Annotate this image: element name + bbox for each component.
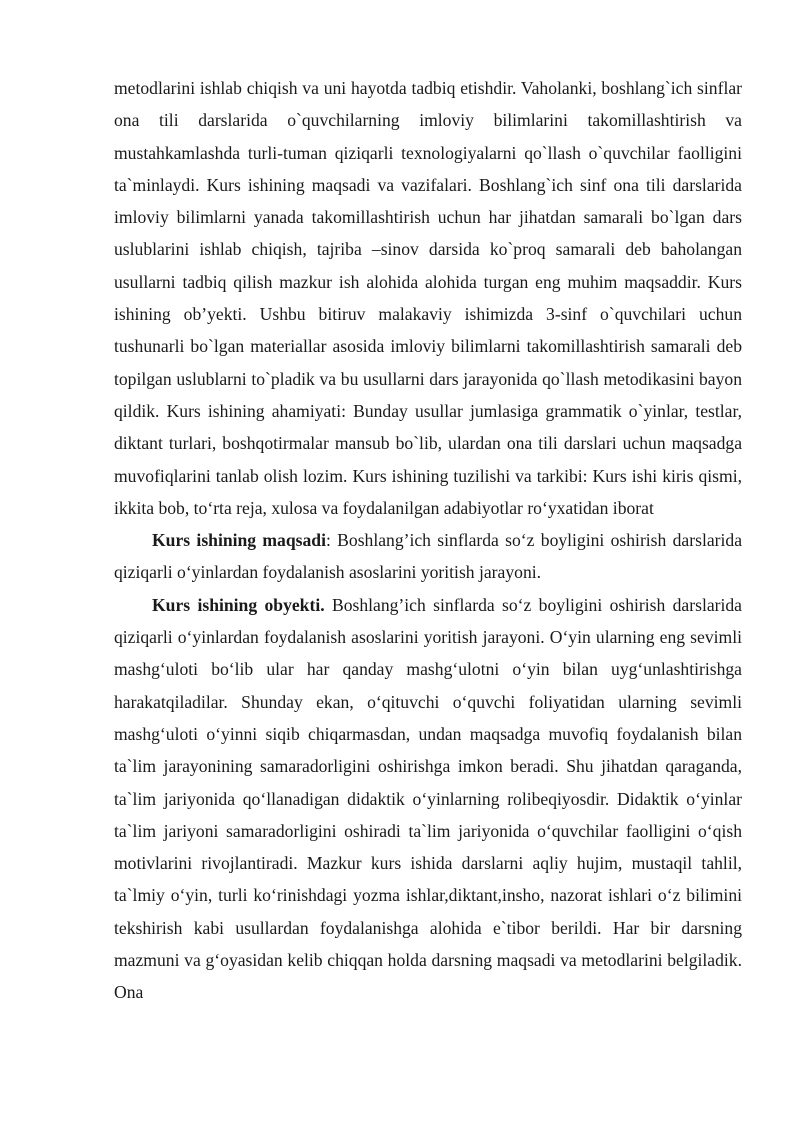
paragraph-text: metodlarini ishlab chiqish va uni hayotda tadbiq etishdir. Vaholanki, boshlang`ich sinflar ona tili darslarida o`quvchilarning imloviy bilimlarini takomillashtirish va mustahkamlashda turli-tuman qiziqarli texnologiyalarni qo`llash o`quvchilar faolligini ta`minlaydi. Kurs ishining maqsadi va vazifalari. Boshlang`ich sinf ona tili darslarida imloviy bilimlarni yanada takomillashtirish uchun har jihatdan samarali bo`lgan dars uslublarini ishlab chiqish, tajriba –sinov darsida ko`proq samarali deb baholangan usullarni tadbiq qilish mazkur ish alohida alohida turgan eng muhim maqsaddir. Kurs ishining ob’yekti. Ushbu bitiruv malakaviy ishimizda 3-sinf o`quvchilari uchun tushunarli bo`lgan materiallar asosida imloviy bilimlarni takomillashtirish samarali deb topilgan uslublarni to`pladik va bu usullarni dars jarayonida qo`llash metodikasini bayon qildik. Kurs ishining ahamiyati: Bunday usullar jumlasiga grammatik o`yinlar, testlar, diktant turlari, boshqotirmalar mansub bo`lib, ulardan ona tili darslari uchun maqsadga muvofiqlarini tanlab olish lozim. Kurs ishining tuzilishi va tarkibi: Kurs ishi kiris qismi, ikkita bob, to‘rta reja, xulosa va foydalanilgan adabiyotlar ro‘yxatidan iborat — [114, 78, 742, 518]
paragraph-object — [114, 589, 742, 1009]
paragraph-goal — [114, 524, 742, 589]
paragraph-text: Boshlang’ich sinflarda so‘z boyligini oshirish darslarida qiziqarli o‘yinlardan foydalanish asoslarini yoritish jarayoni. O‘yin ularning eng sevimli mashg‘uloti bo‘lib ular har qanday mashg‘ulotni o‘yin bilan uyg‘unlashtirishga harakatqiladilar. Shunday ekan, o‘qituvchi o‘quvchi foliyatidan ularning sevimli mashg‘uloti o‘yinni siqib chiqarmasdan, undan maqsadga muvofiq foydalanish bilan ta`lim jarayonining samaradorligini oshirishga imkon beradi. Shu jihatdan qaraganda, ta`lim jariyonida qo‘llanadigan didaktik o‘yinlarning rolibeqiyosdir. Didaktik o‘yinlar ta`lim jariyoni samaradorligini oshiradi ta`lim jariyonida o‘quvchilar faolligini o‘qish motivlarini rivojlantiradi. Mazkur kurs ishida darslarni aqliy hujim, mustaqil tahlil, ta`lmiy o‘yin, turli ko‘rinishdagi yozma ishlar,diktant,insho, nazorat ishlari o‘z bilimini tekshirish kabi usullardan foydalanishga alohida e`tibor berildi. Har bir darsning mazmuni va g‘oyasidan kelib chiqqan holda darsning maqsadi va metodlarini belgiladik. Ona — [114, 594, 742, 1003]
document-page — [114, 72, 742, 1009]
paragraph-intro — [114, 72, 742, 524]
paragraph-text: : Boshlang’ich sinflarda so‘z boyligini oshirish darslarida qiziqarli o‘yinlardan foydalanish asoslarini yoritish jarayoni. — [114, 530, 742, 583]
paragraph-heading: Kurs ishining obyekti. — [152, 594, 325, 615]
paragraph-heading: Kurs ishining maqsadi — [152, 530, 326, 551]
